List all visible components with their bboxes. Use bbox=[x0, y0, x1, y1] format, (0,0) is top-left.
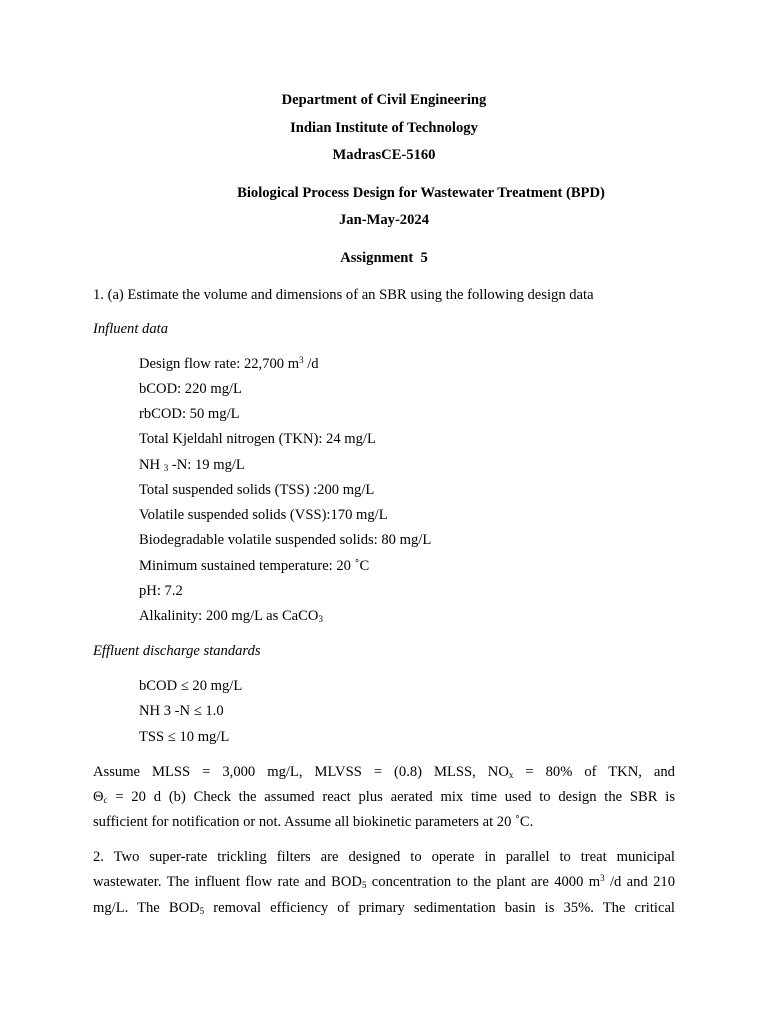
effluent-nh3: NH 3 -N ≤ 1.0 bbox=[139, 703, 224, 719]
assignment-title: Assignment 5 bbox=[340, 250, 428, 266]
influent-rbcod: rbCOD: 50 mg/L bbox=[139, 406, 240, 422]
influent-temperature: Minimum sustained temperature: 20 ˚C bbox=[139, 558, 370, 574]
q2-line-2: wastewater. The influent flow rate and $BOD_5$ concentration to the plant are 4000 $m^3$ /d and 210 bbox=[93, 873, 675, 890]
influent-nh3: NH $_3$ -N: 19 mg/L bbox=[139, 457, 245, 473]
influent-bvss: Biodegradable volatile suspended solids: 80 mg/L bbox=[139, 532, 432, 548]
influent-alkalinity: Alkalinity: 200 mg/L as CaCO$_3$ bbox=[139, 608, 323, 624]
q2-line-3: mg/L. The $BOD_5$ removal efficiency of primary sedimentation basin is 35%. The critical bbox=[93, 900, 675, 916]
influent-flow-rate: Design flow rate: 22,700 $m^3$ /d bbox=[139, 355, 319, 372]
department-title: Department of Civil Engineering bbox=[281, 92, 487, 108]
q1-intro: 1. (a) Estimate the volume and dimensions of an SBR using the following design data bbox=[93, 287, 594, 303]
influent-ph: pH: 7.2 bbox=[139, 583, 183, 599]
q1-assume-line-1: Assume MLSS = 3,000 mg/L, MLVSS = (0.8) MLSS, $NO_x = 80\%$ of TKN, and bbox=[93, 764, 675, 780]
q2-line-1: 2. Two super-rate trickling filters are designed to operate in parallel to treat municipal bbox=[93, 849, 675, 865]
effluent-tss: TSS ≤ 10 mg/L bbox=[139, 729, 230, 745]
effluent-bcod: bCOD ≤ 20 mg/L bbox=[139, 678, 243, 694]
influent-vss: Volatile suspended solids (VSS):170 mg/L bbox=[139, 507, 388, 523]
q1-assume-line-3: sufficient for notification or not. Assume all biokinetic parameters at 20 ˚C. bbox=[93, 814, 534, 830]
influent-tss: Total suspended solids (TSS) :200 mg/L bbox=[139, 482, 375, 498]
course-title: Biological Process Design for Wastewater Treatment (BPD) bbox=[237, 185, 605, 201]
effluent-heading: Effluent discharge standards bbox=[93, 643, 261, 659]
influent-tkn: Total Kjeldahl nitrogen (TKN): 24 mg/L bbox=[139, 431, 376, 447]
influent-bcod: bCOD: 220 mg/L bbox=[139, 381, 242, 397]
course-code: MadrasCE-5160 bbox=[332, 147, 436, 163]
influent-heading: Influent data bbox=[93, 321, 168, 337]
term: Jan-May-2024 bbox=[339, 212, 429, 228]
institute-title: Indian Institute of Technology bbox=[290, 120, 478, 136]
q1-assume-line-2: $\Theta_c = 20$ d (b) Check the assumed react plus aerated mix time used to design the SBR is bbox=[93, 789, 675, 805]
